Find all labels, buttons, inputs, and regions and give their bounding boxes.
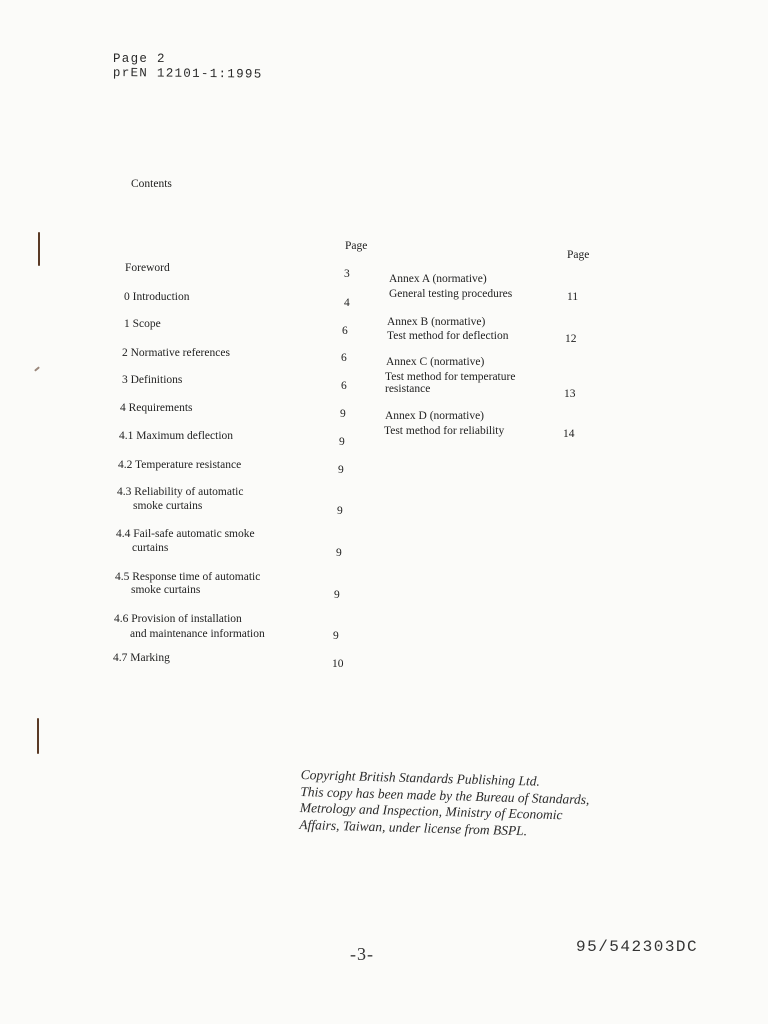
- toc-entry-fail-safe-line2: curtains: [132, 542, 169, 554]
- scan-mark-bottom: [37, 718, 39, 754]
- toc-entry-reliability-line2: smoke curtains: [133, 500, 203, 512]
- toc-annex-d-title: Test method for reliability: [384, 425, 505, 437]
- toc-entry-response-time-line2: smoke curtains: [131, 584, 201, 596]
- toc-annex-b: Annex B (normative): [387, 316, 486, 328]
- toc-entry-temperature-resistance: 4.2 Temperature resistance: [118, 459, 242, 471]
- toc-annex-d: Annex D (normative): [385, 410, 484, 422]
- copyright-line-4: Affairs, Taiwan, under license from BSPL.: [299, 816, 528, 838]
- toc-entry-installation: 4.6 Provision of installation: [114, 613, 242, 625]
- toc-page-definitions: 6: [341, 380, 347, 392]
- toc-annex-c-title: Test method for temperature: [385, 371, 516, 383]
- toc-entry-requirements: 4 Requirements: [120, 402, 193, 414]
- toc-page-annex-a: 11: [567, 291, 579, 303]
- page-column-label-left: Page: [345, 240, 368, 252]
- header-doc-line: prEN 12101-1:1995: [112, 66, 263, 82]
- copyright-notice: [299, 767, 590, 841]
- toc-entry-installation-line2: and maintenance information: [130, 628, 265, 640]
- toc-entry-scope: 1 Scope: [124, 318, 161, 330]
- toc-entry-introduction: 0 Introduction: [124, 291, 190, 303]
- toc-page-annex-c: 13: [564, 388, 576, 400]
- toc-page-annex-d: 14: [563, 428, 575, 440]
- toc-entry-normative-references: 2 Normative references: [122, 347, 230, 359]
- toc-annex-c: Annex C (normative): [386, 356, 485, 368]
- footer-document-code: 95/542303DC: [576, 938, 699, 956]
- toc-entry-maximum-deflection: 4.1 Maximum deflection: [119, 430, 234, 442]
- scan-mark-top: [38, 232, 40, 266]
- toc-entry-response-time: 4.5 Response time of automatic: [115, 571, 261, 583]
- toc-entry-definitions: 3 Definitions: [122, 374, 183, 386]
- toc-page-installation: 9: [333, 630, 339, 642]
- page-column-label-right: Page: [567, 249, 590, 261]
- footer-page-number: -3-: [350, 944, 374, 964]
- header-page-line: Page 2: [113, 52, 166, 66]
- toc-page-temperature-resistance: 9: [338, 464, 344, 476]
- contents-title: Contents: [131, 178, 172, 190]
- copyright-line-3: Metrology and Inspection, Ministry of Economic: [299, 799, 563, 823]
- toc-page-maximum-deflection: 9: [339, 436, 345, 448]
- toc-page-fail-safe: 9: [336, 547, 342, 559]
- toc-annex-c-title-line2: resistance: [385, 383, 431, 395]
- toc-page-response-time: 9: [334, 589, 340, 601]
- toc-page-annex-b: 12: [565, 333, 577, 345]
- toc-annex-b-title: Test method for deflection: [387, 330, 509, 342]
- toc-page-normative-references: 6: [341, 352, 347, 364]
- toc-annex-a-title: General testing procedures: [389, 288, 513, 300]
- toc-entry-marking: 4.7 Marking: [113, 652, 170, 664]
- toc-page-marking: 10: [332, 658, 344, 670]
- scan-mark-middle: [34, 366, 40, 371]
- toc-entry-foreword: Foreword: [125, 262, 170, 274]
- toc-page-introduction: 4: [344, 297, 350, 309]
- toc-page-reliability: 9: [337, 505, 343, 517]
- toc-page-scope: 6: [342, 325, 348, 337]
- toc-entry-fail-safe: 4.4 Fail-safe automatic smoke: [116, 528, 255, 540]
- copyright-line-1: Copyright British Standards Publishing Ltd.: [300, 767, 541, 789]
- toc-page-foreword: 3: [344, 268, 350, 280]
- toc-entry-reliability: 4.3 Reliability of automatic: [117, 486, 244, 498]
- toc-page-requirements: 9: [340, 408, 346, 420]
- toc-annex-a: Annex A (normative): [389, 273, 487, 285]
- copyright-line-2: This copy has been made by the Bureau of Standards,: [300, 783, 590, 807]
